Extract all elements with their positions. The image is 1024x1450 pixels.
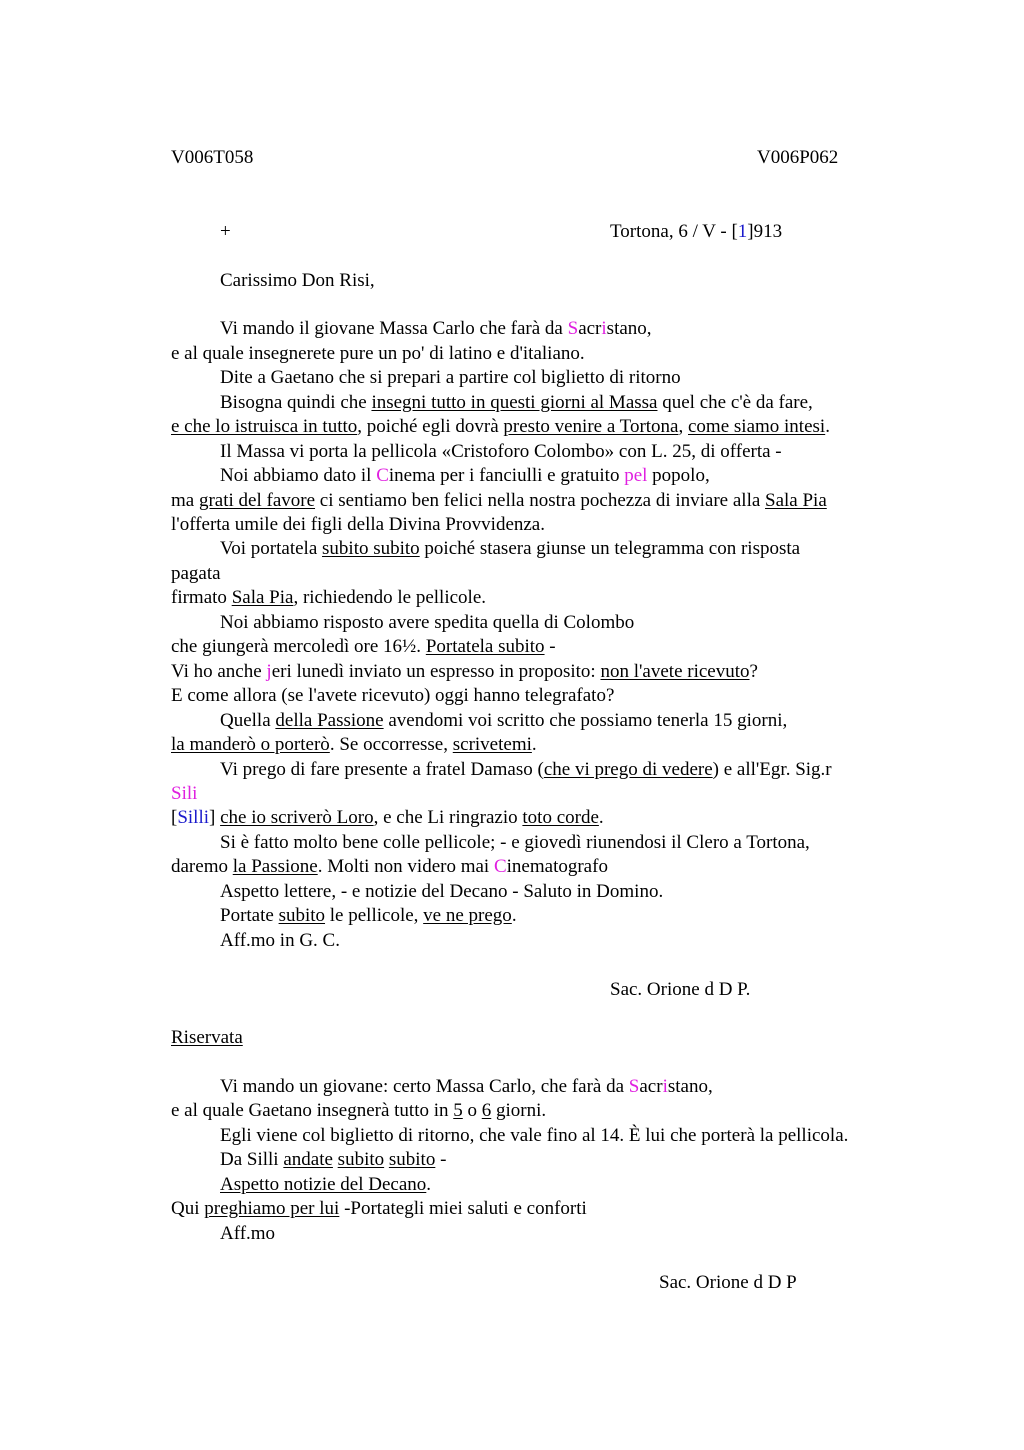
body-line: Quella della Passione avendomi voi scritto che possiamo tenerla 15 giorni, (220, 710, 788, 731)
body-line: che giungerà mercoledì ore 16½. Portatela subito - (171, 636, 556, 657)
body-line: Sili (171, 783, 198, 804)
body-line: e al quale Gaetano insegnerà tutto in 5 o 6 giorni. (171, 1100, 547, 1121)
body-line: Aff.mo in G. C. (220, 930, 340, 951)
body-line: Qui preghiamo per lui -Portategli miei saluti e conforti (171, 1198, 587, 1219)
body-line: Aff.mo (220, 1223, 276, 1244)
body-line: daremo la Passione. Molti non videro mai Cinematografo (171, 856, 608, 877)
body-line: ma grati del favore ci sentiamo ben felici nella nostra pochezza di inviare alla Sala Pia (171, 490, 827, 511)
body-line: Noi abbiamo risposto avere spedita quella di Colombo (220, 612, 635, 633)
body-line: E come allora (se l'avete ricevuto) oggi hanno telegrafato? (171, 685, 615, 706)
body-line: e al quale insegnerete pure un po' di latino e d'italiano. (171, 343, 585, 364)
body-line: Vi ho anche jeri lunedì inviato un espresso in proposito: non l'avete ricevuto? (171, 661, 758, 682)
body-line: Da Silli andate subito subito - (220, 1149, 447, 1170)
body-line: [Silli] che io scriverò Loro, e che Li ringrazio toto corde. (171, 807, 604, 828)
signature: Sac. Orione d D P (659, 1272, 797, 1293)
document-code-right: V006P062 (757, 147, 839, 168)
body-line: Si è fatto molto bene colle pellicole; - e giovedì riunendosi il Clero a Tortona, (220, 832, 810, 853)
body-line: Aspetto lettere, - e notizie del Decano - Saluto in Domino. (220, 881, 664, 902)
body-line: l'offerta umile dei figli della Divina Provvidenza. (171, 514, 545, 535)
body-line: Aspetto notizie del Decano. (220, 1174, 432, 1195)
body-line: e che lo istruisca in tutto, poiché egli dovrà presto venire a Tortona, come siamo intesi. (171, 416, 830, 437)
section-title: Riservata (171, 1027, 243, 1048)
body-line: pagata (171, 563, 221, 584)
body-line: firmato Sala Pia, richiedendo le pellicole. (171, 587, 486, 608)
greeting: Carissimo Don Risi, (220, 270, 375, 291)
cross-mark: + (220, 221, 231, 242)
signature: Sac. Orione d D P. (610, 979, 751, 1000)
body-line: Portate subito le pellicole, ve ne prego. (220, 905, 517, 926)
body-line: Il Massa vi porta la pellicola «Cristoforo Colombo» con L. 25, di offerta - (220, 441, 782, 462)
body-line: Egli viene col biglietto di ritorno, che vale fino al 14. È lui che porterà la pellicola. (220, 1125, 849, 1146)
body-line: Voi portatela subito subito poiché stasera giunse un telegramma con risposta (220, 538, 801, 559)
body-line: Dite a Gaetano che si prepari a partire col biglietto di ritorno (220, 367, 681, 388)
body-line: la manderò o porterò. Se occorresse, scrivetemi. (171, 734, 537, 755)
letter-date: Tortona, 6 / V - [1]913 (610, 221, 783, 242)
document-code-left: V006T058 (171, 147, 254, 168)
body-line: Vi mando un giovane: certo Massa Carlo, che farà da Sacristano, (220, 1076, 713, 1097)
body-line: Vi mando il giovane Massa Carlo che farà da Sacristano, (220, 318, 652, 339)
body-line: Bisogna quindi che insegni tutto in questi giorni al Massa quel che c'è da fare, (220, 392, 813, 413)
body-line: Vi prego di fare presente a fratel Damaso (che vi prego di vedere) e all'Egr. Sig.r (220, 759, 832, 780)
body-line: Noi abbiamo dato il Cinema per i fanciulli e gratuito pel popolo, (220, 465, 710, 486)
